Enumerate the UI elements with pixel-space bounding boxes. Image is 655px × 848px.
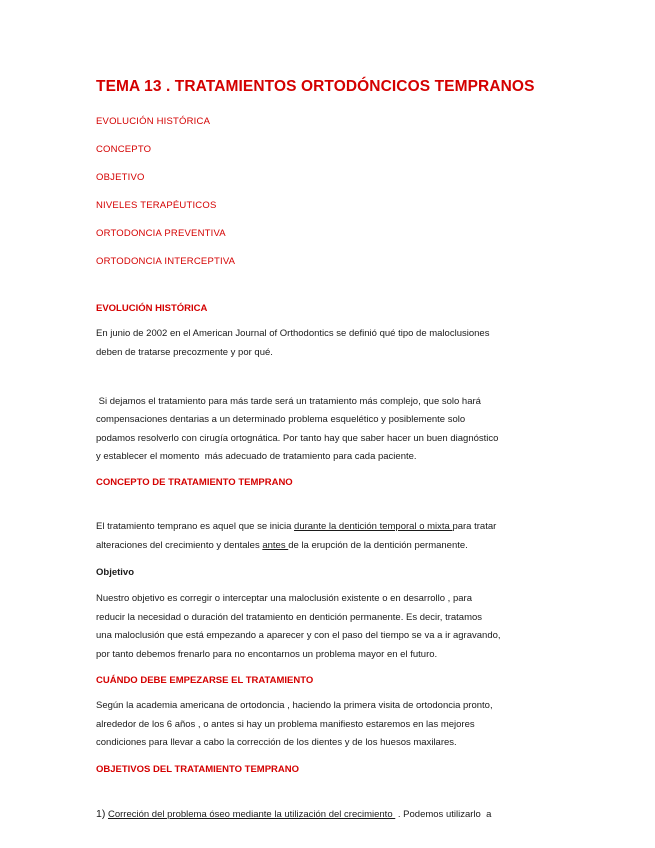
paragraph <box>96 697 595 753</box>
text-line: compensaciones dentarias a un determinado problema esquelético y posiblemente solo <box>96 414 466 425</box>
text-line: una maloclusión que está empezando a aparecer y con el paso del tiempo se va a ir agravando, <box>96 630 501 641</box>
paragraph <box>96 325 595 362</box>
text-line: En junio de 2002 en el American Journal of Orthodontics se definió qué tipo de maloclusiones <box>96 328 490 339</box>
list-number: 1) <box>96 808 106 820</box>
text-line: alrededor de los 6 años , o antes si hay un problema manifiesto estaremos en las mejores <box>96 718 475 730</box>
toc-item: NIVELES TERAPÉUTICOS <box>96 200 217 211</box>
text-line: reducir la necesidad o duración del tratamiento en dentición permanente. Es decir, tratamos <box>96 611 483 623</box>
text-line: Si dejamos el tratamiento para más tarde será un tratamiento más complejo, que solo hará <box>96 395 481 407</box>
section-heading-evolucion: EVOLUCIÓN HISTÓRICA <box>96 303 208 314</box>
table-of-contents <box>96 116 595 267</box>
underlined-text: durante la dentición temporal o mixta <box>294 521 453 532</box>
toc-item: OBJETIVO <box>96 172 145 183</box>
text-segment: El tratamiento temprano es aquel que se inicia <box>96 521 295 532</box>
text-line: condiciones para llevar a cabo la corrección de los dientes y de los huesos maxilares. <box>96 737 457 748</box>
page-title: TEMA 13 . TRATAMIENTOS ORTODÓNCICOS TEMPRANOS <box>96 78 535 95</box>
toc-item: EVOLUCIÓN HISTÓRICA <box>96 116 211 127</box>
toc-item: ORTODONCIA INTERCEPTIVA <box>96 256 236 267</box>
text-line: podamos resolverlo con cirugía ortognática. Por tanto hay que saber hacer un buen diagnóstico <box>96 432 499 444</box>
paragraph <box>96 590 595 664</box>
underlined-text: Correción del problema óseo mediante la utilización del crecimiento <box>107 809 396 820</box>
text-segment: . Podemos utilizarlo a <box>395 809 492 820</box>
section-heading-objetivo: Objetivo <box>96 567 135 578</box>
text-line: deben de tratarse precozmente y por qué. <box>96 346 273 358</box>
section-heading-objetivos: OBJETIVOS DEL TRATAMIENTO TEMPRANO <box>96 763 300 775</box>
toc-item: CONCEPTO <box>96 144 152 155</box>
section-heading-concepto: CONCEPTO DE TRATAMIENTO TEMPRANO <box>96 476 293 488</box>
text-line: y establecer el momento más adecuado de tratamiento para cada paciente. <box>96 451 417 462</box>
paragraph <box>96 374 595 467</box>
section-heading-cuando: CUÁNDO DEBE EMPEZARSE EL TRATAMIENTO <box>96 675 314 686</box>
text-line: por tanto debemos frenarlo para no encontarnos un problema mayor en el futuro. <box>96 648 438 660</box>
text-line: Nuestro objetivo es corregir o interceptar una maloclusión existente o en desarrollo , para <box>96 593 472 604</box>
text-line: Según la academia americana de ortodoncia , haciendo la primera visita de ortodoncia pronto, <box>96 700 493 711</box>
paragraph <box>96 500 595 556</box>
underlined-text: antes <box>262 539 289 551</box>
toc-item: ORTODONCIA PREVENTIVA <box>96 228 226 239</box>
text-segment: para tratar <box>452 521 497 532</box>
list-item <box>96 787 595 825</box>
text-segment: de la erupción de la dentición permanente. <box>288 539 468 551</box>
text-segment: alteraciones del crecimiento y dentales <box>96 539 263 551</box>
